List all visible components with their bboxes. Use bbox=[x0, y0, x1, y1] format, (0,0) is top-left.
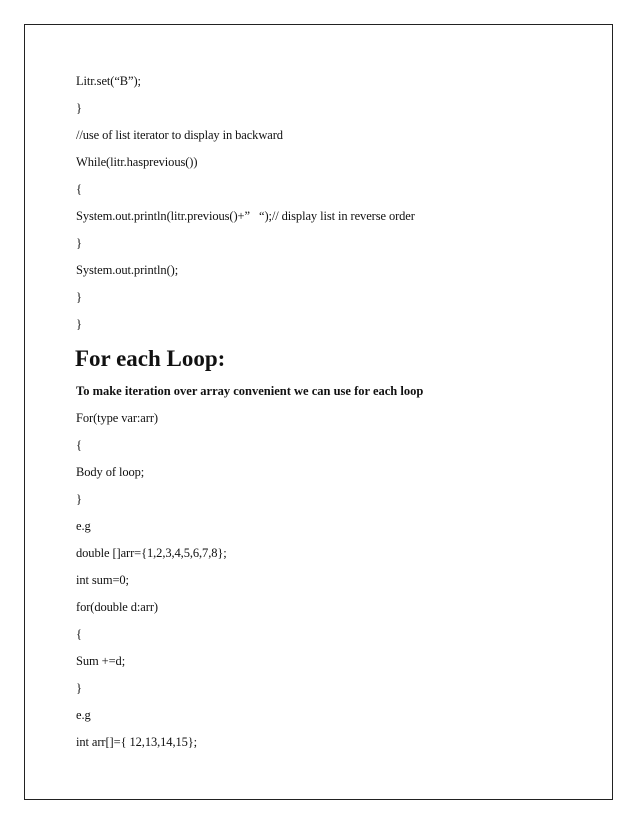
code-line: { bbox=[76, 438, 82, 452]
section-intro: To make iteration over array convenient we can use for each loop bbox=[76, 384, 424, 398]
code-line: for(double d:arr) bbox=[76, 600, 158, 614]
code-line: { bbox=[76, 182, 82, 196]
code-line: Sum +=d; bbox=[76, 654, 126, 668]
code-line: int arr[]={ 12,13,14,15}; bbox=[76, 735, 198, 749]
section-heading: For each Loop: bbox=[75, 346, 226, 371]
code-line: } bbox=[76, 681, 82, 695]
code-line: } bbox=[76, 290, 82, 304]
code-line: } bbox=[76, 236, 82, 250]
code-line: Body of loop; bbox=[76, 465, 145, 479]
code-line: e.g bbox=[76, 708, 91, 722]
code-line: System.out.println(litr.previous()+” “);// display list in reverse order bbox=[76, 209, 415, 223]
code-line: } bbox=[76, 317, 82, 331]
code-line: Litr.set(“B”); bbox=[76, 74, 141, 88]
code-line: int sum=0; bbox=[76, 573, 129, 587]
code-line: { bbox=[76, 627, 82, 641]
code-line: While(litr.hasprevious()) bbox=[76, 155, 198, 169]
code-line: System.out.println(); bbox=[76, 263, 179, 277]
code-line: For(type var:arr) bbox=[76, 411, 158, 425]
code-line: e.g bbox=[76, 519, 91, 533]
code-line: } bbox=[76, 492, 82, 506]
code-line: double []arr={1,2,3,4,5,6,7,8}; bbox=[76, 546, 227, 560]
code-line: } bbox=[76, 101, 82, 115]
code-line: //use of list iterator to display in backward bbox=[76, 128, 283, 142]
